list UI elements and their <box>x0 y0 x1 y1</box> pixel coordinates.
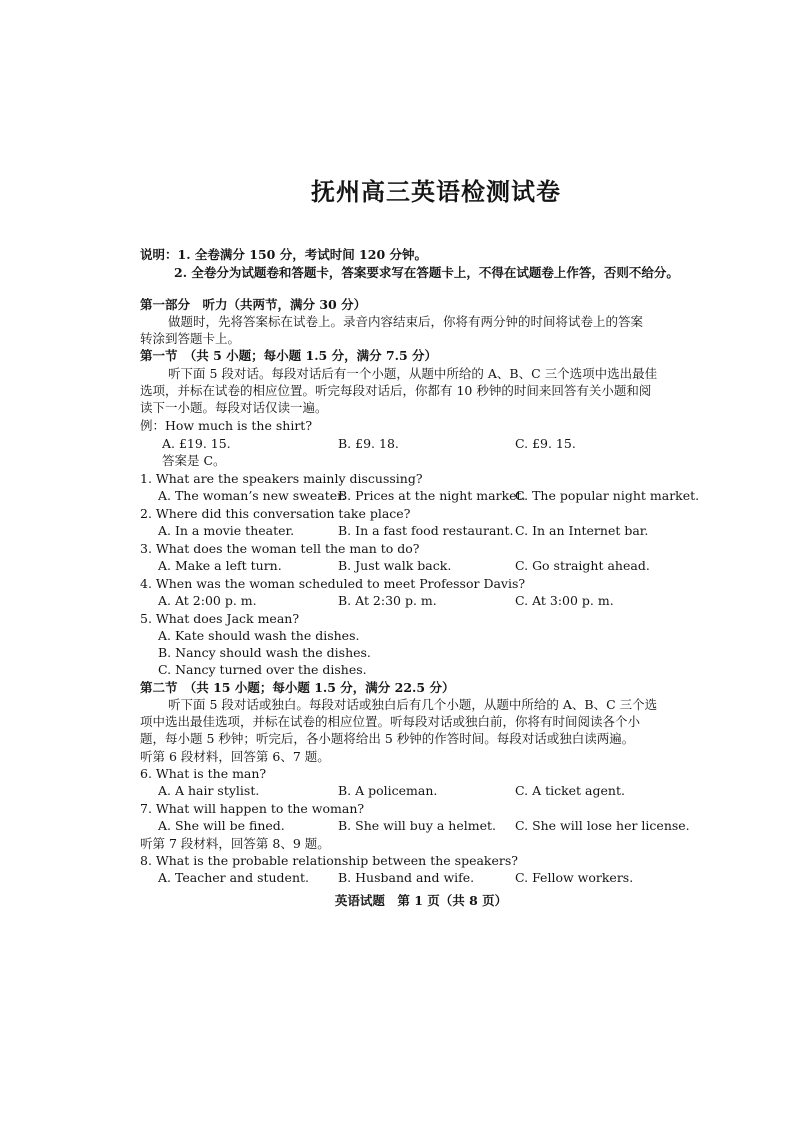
question-4-option-c: C. At 3:00 p. m. <box>515 593 614 608</box>
part1-heading: 第一部分 听力（共两节，满分 30 分） <box>140 297 367 312</box>
example-option-a: A. £19. 15. <box>162 436 231 451</box>
question-2-option-b: B. In a fast food restaurant. <box>338 523 514 538</box>
question-6-option-a: A. A hair stylist. <box>158 783 260 798</box>
section2-heading: 第二节 （共 15 小题；每小题 1.5 分，满分 22.5 分） <box>140 680 455 695</box>
page-title: 抚州高三英语检测试卷 <box>311 178 561 206</box>
question-6-stem: 6. What is the man? <box>140 766 267 781</box>
example-question: 例：How much is the shirt? <box>140 418 313 433</box>
section2-intro-1: 听下面 5 段对话或独白。每段对话或独白后有几个小题，从题中所给的 A、B、C 三个选 <box>168 697 658 712</box>
part1-intro-1: 做题时，先将答案标在试卷上。录音内容结束后，你将有两分钟的时间将试卷上的答案 <box>168 314 644 329</box>
question-5-option-a: A. Kate should wash the dishes. <box>158 628 360 643</box>
question-3-option-c: C. Go straight ahead. <box>515 558 650 573</box>
question-5-option-b: B. Nancy should wash the dishes. <box>158 645 371 660</box>
question-5-stem: 5. What does Jack mean? <box>140 611 300 626</box>
material-7-label: 听第 7 段材料，回答第 8、9 题。 <box>140 836 330 851</box>
section1-intro-3: 读下一小题。每段对话仅读一遍。 <box>140 400 328 415</box>
question-7-option-a: A. She will be fined. <box>158 818 285 833</box>
question-7-stem: 7. What will happen to the woman? <box>140 801 365 816</box>
question-3-stem: 3. What does the woman tell the man to do? <box>140 541 420 556</box>
instructions-line-2: 2. 全卷分为试题卷和答题卡，答案要求写在答题卡上，不得在试题卷上作答，否则不给分。 <box>174 265 679 280</box>
question-8-stem: 8. What is the probable relationship between the speakers? <box>140 853 518 868</box>
question-2-option-a: A. In a movie theater. <box>158 523 295 538</box>
part1-intro-2: 转涂到答题卡上。 <box>140 331 241 346</box>
question-8-option-b: B. Husband and wife. <box>338 870 475 885</box>
page-footer: 英语试题 第 1 页（共 8 页） <box>334 893 508 908</box>
question-1-stem: 1. What are the speakers mainly discussing? <box>140 471 423 486</box>
question-1-option-a: A. The woman’s new sweater. <box>158 488 346 503</box>
section1-heading: 第一节 （共 5 小题；每小题 1.5 分，满分 7.5 分） <box>140 348 438 363</box>
section1-intro-1: 听下面 5 段对话。每段对话后有一个小题，从题中所给的 A、B、C 三个选项中选出最佳 <box>168 366 658 381</box>
question-4-stem: 4. When was the woman scheduled to meet Professor Davis? <box>140 576 526 591</box>
question-7-option-c: C. She will lose her license. <box>515 818 690 833</box>
question-6-option-b: B. A policeman. <box>338 783 438 798</box>
section1-intro-2: 选项，并标在试卷的相应位置。听完每段对话后，你都有 10 秒钟的时间来回答有关小题和阅 <box>140 383 652 398</box>
example-option-c: C. £9. 15. <box>515 436 576 451</box>
question-3-option-b: B. Just walk back. <box>338 558 452 573</box>
example-answer: 答案是 C。 <box>162 453 226 468</box>
question-2-stem: 2. Where did this conversation take place? <box>140 506 411 521</box>
question-7-option-b: B. She will buy a helmet. <box>338 818 496 833</box>
question-8-option-c: C. Fellow workers. <box>515 870 634 885</box>
instructions-line-1: 说明：1. 全卷满分 150 分，考试时间 120 分钟。 <box>140 247 427 262</box>
question-6-option-c: C. A ticket agent. <box>515 783 625 798</box>
question-1-option-b: B. Prices at the night market. <box>338 488 526 503</box>
section2-intro-3: 题，每小题 5 秒钟；听完后，各小题将给出 5 秒钟的作答时间。每段对话或独白读两遍。 <box>140 731 635 746</box>
question-1-option-c: C. The popular night market. <box>515 488 700 503</box>
question-5-option-c: C. Nancy turned over the dishes. <box>158 662 367 677</box>
question-4-option-a: A. At 2:00 p. m. <box>158 593 257 608</box>
question-4-option-b: B. At 2:30 p. m. <box>338 593 437 608</box>
question-3-option-a: A. Make a left turn. <box>158 558 282 573</box>
section2-intro-2: 项中选出最佳选项，并标在试卷的相应位置。听每段对话或独白前，你将有时间阅读各个小 <box>140 714 641 729</box>
question-8-option-a: A. Teacher and student. <box>158 870 310 885</box>
example-option-b: B. £9. 18. <box>338 436 399 451</box>
question-2-option-c: C. In an Internet bar. <box>515 523 649 538</box>
material-6-label: 听第 6 段材料，回答第 6、7 题。 <box>140 749 330 764</box>
